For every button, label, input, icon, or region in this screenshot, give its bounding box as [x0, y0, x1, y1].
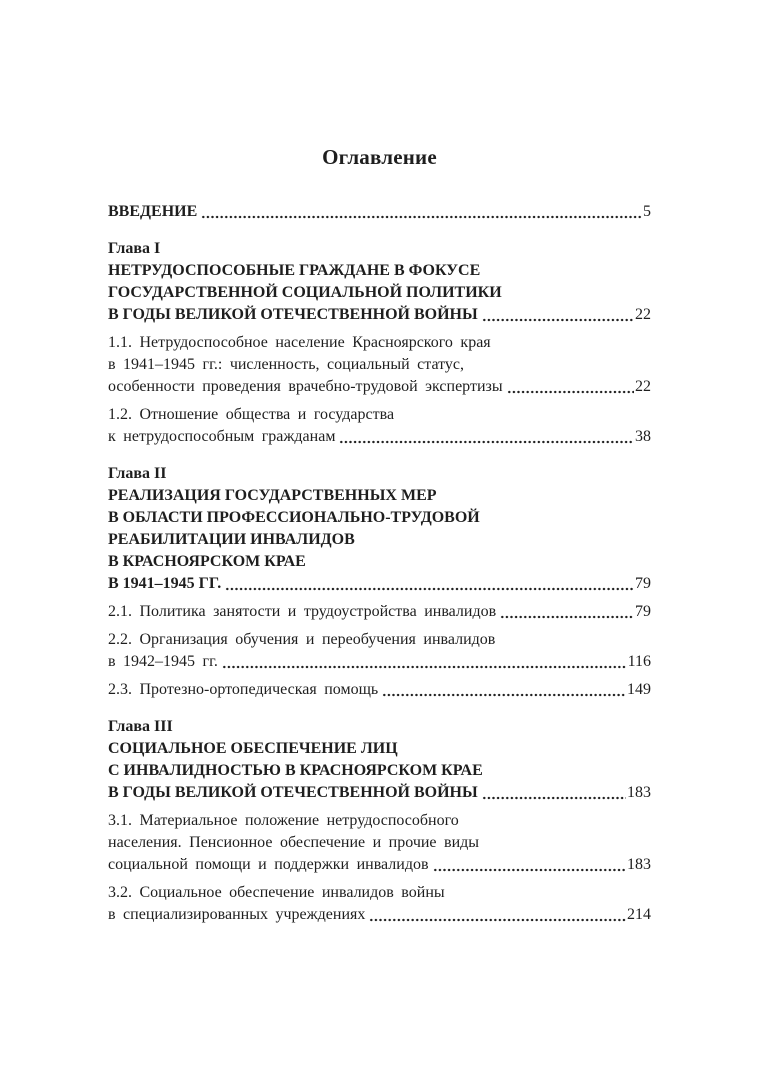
chapter-label: Глава III [108, 718, 173, 735]
entry-last-line [108, 904, 651, 926]
entry-last-line [108, 376, 651, 398]
entry-last-line [108, 651, 651, 673]
entry-line: 3.2. Социальное обеспечение инвалидов войны [108, 884, 445, 901]
chapter-label: Глава I [108, 240, 161, 257]
entry-line: НЕТРУДОСПОСОБНЫЕ ГРАЖДАНЕ В ФОКУСЕ [108, 262, 481, 279]
entry-line: В КРАСНОЯРСКОМ КРАЕ [108, 553, 306, 570]
entry-line: 3.1. Материальное положение нетрудоспособного [108, 812, 459, 829]
entry-line: В ГОДЫ ВЕЛИКОЙ ОТЕЧЕСТВЕННОЙ ВОЙНЫ [108, 306, 478, 323]
entry-last-line [108, 854, 651, 876]
toc-entry [108, 679, 651, 701]
page-number: 116 [627, 653, 651, 670]
dot-leader [369, 917, 626, 923]
page-number: 183 [627, 784, 651, 801]
entry-line: в специализированных учреждениях [108, 906, 366, 923]
entry-line: В ГОДЫ ВЕЛИКОЙ ОТЕЧЕСТВЕННОЙ ВОЙНЫ [108, 784, 478, 801]
toc-entries [108, 201, 651, 926]
entry-last-line [108, 201, 651, 223]
entry-line: 1.2. Отношение общества и государства [108, 406, 395, 423]
page-number: 22 [635, 378, 651, 395]
entry-line: В 1941–1945 ГГ. [108, 575, 222, 592]
entry-last-line [108, 782, 651, 804]
dot-leader [433, 867, 626, 873]
entry-line: в 1941–1945 гг.: численность, социальный статус, [108, 356, 465, 373]
entry-line: С ИНВАЛИДНОСТЬЮ В КРАСНОЯРСКОМ КРАЕ [108, 762, 483, 779]
page-number: 79 [635, 575, 651, 592]
entry-line: 1.1. Нетрудоспособное население Красноярского края [108, 334, 491, 351]
entry-last-line [108, 679, 651, 701]
toc-entry [108, 716, 651, 804]
entry-last-line [108, 304, 651, 326]
dot-leader [507, 389, 634, 395]
entry-line: в 1942–1945 гг. [108, 653, 218, 670]
page-title: Оглавление [322, 145, 437, 169]
page-number: 149 [627, 681, 651, 698]
entry-line: РЕАЛИЗАЦИЯ ГОСУДАРСТВЕННЫХ МЕР [108, 487, 437, 504]
dot-leader [382, 692, 626, 698]
entry-line: особенности проведения врачебно-трудовой экспертизы [108, 378, 503, 395]
dot-leader [225, 586, 634, 592]
entry-last-line [108, 601, 651, 623]
dot-leader [482, 795, 626, 801]
toc-entry [108, 332, 651, 398]
toc-entry [108, 404, 651, 448]
entry-line: ГОСУДАРСТВЕННОЙ СОЦИАЛЬНОЙ ПОЛИТИКИ [108, 284, 502, 301]
page-number: 22 [635, 306, 651, 323]
toc-entry [108, 601, 651, 623]
dot-leader [201, 214, 642, 220]
toc-entry [108, 238, 651, 326]
entry-line: ВВЕДЕНИЕ [108, 203, 198, 220]
entry-line: населения. Пенсионное обеспечение и прочие виды [108, 834, 480, 851]
chapter-label: Глава II [108, 465, 167, 482]
toc-entry [108, 201, 651, 223]
entry-last-line [108, 573, 651, 595]
page-number: 214 [627, 906, 651, 923]
toc-entry [108, 810, 651, 876]
dot-leader [500, 614, 634, 620]
entry-line: 2.1. Политика занятости и трудоустройства инвалидов [108, 603, 497, 620]
entry-line: РЕАБИЛИТАЦИИ ИНВАЛИДОВ [108, 531, 355, 548]
dot-leader [482, 317, 634, 323]
toc-entry [108, 882, 651, 926]
entry-line: СОЦИАЛЬНОЕ ОБЕСПЕЧЕНИЕ ЛИЦ [108, 740, 398, 757]
entry-last-line [108, 426, 651, 448]
page-number: 79 [635, 603, 651, 620]
entry-line: 2.3. Протезно-ортопедическая помощь [108, 681, 379, 698]
dot-leader [222, 664, 627, 670]
entry-line: 2.2. Организация обучения и переобучения инвалидов [108, 631, 496, 648]
entry-line: социальной помощи и поддержки инвалидов [108, 856, 429, 873]
toc-entry [108, 629, 651, 673]
entry-line: В ОБЛАСТИ ПРОФЕССИОНАЛЬНО-ТРУДОВОЙ [108, 509, 480, 526]
page-number: 183 [627, 856, 651, 873]
dot-leader [339, 439, 634, 445]
page-number: 5 [643, 203, 651, 220]
entry-line: к нетрудоспособным гражданам [108, 428, 336, 445]
toc-entry [108, 463, 651, 595]
page-number: 38 [635, 428, 651, 445]
